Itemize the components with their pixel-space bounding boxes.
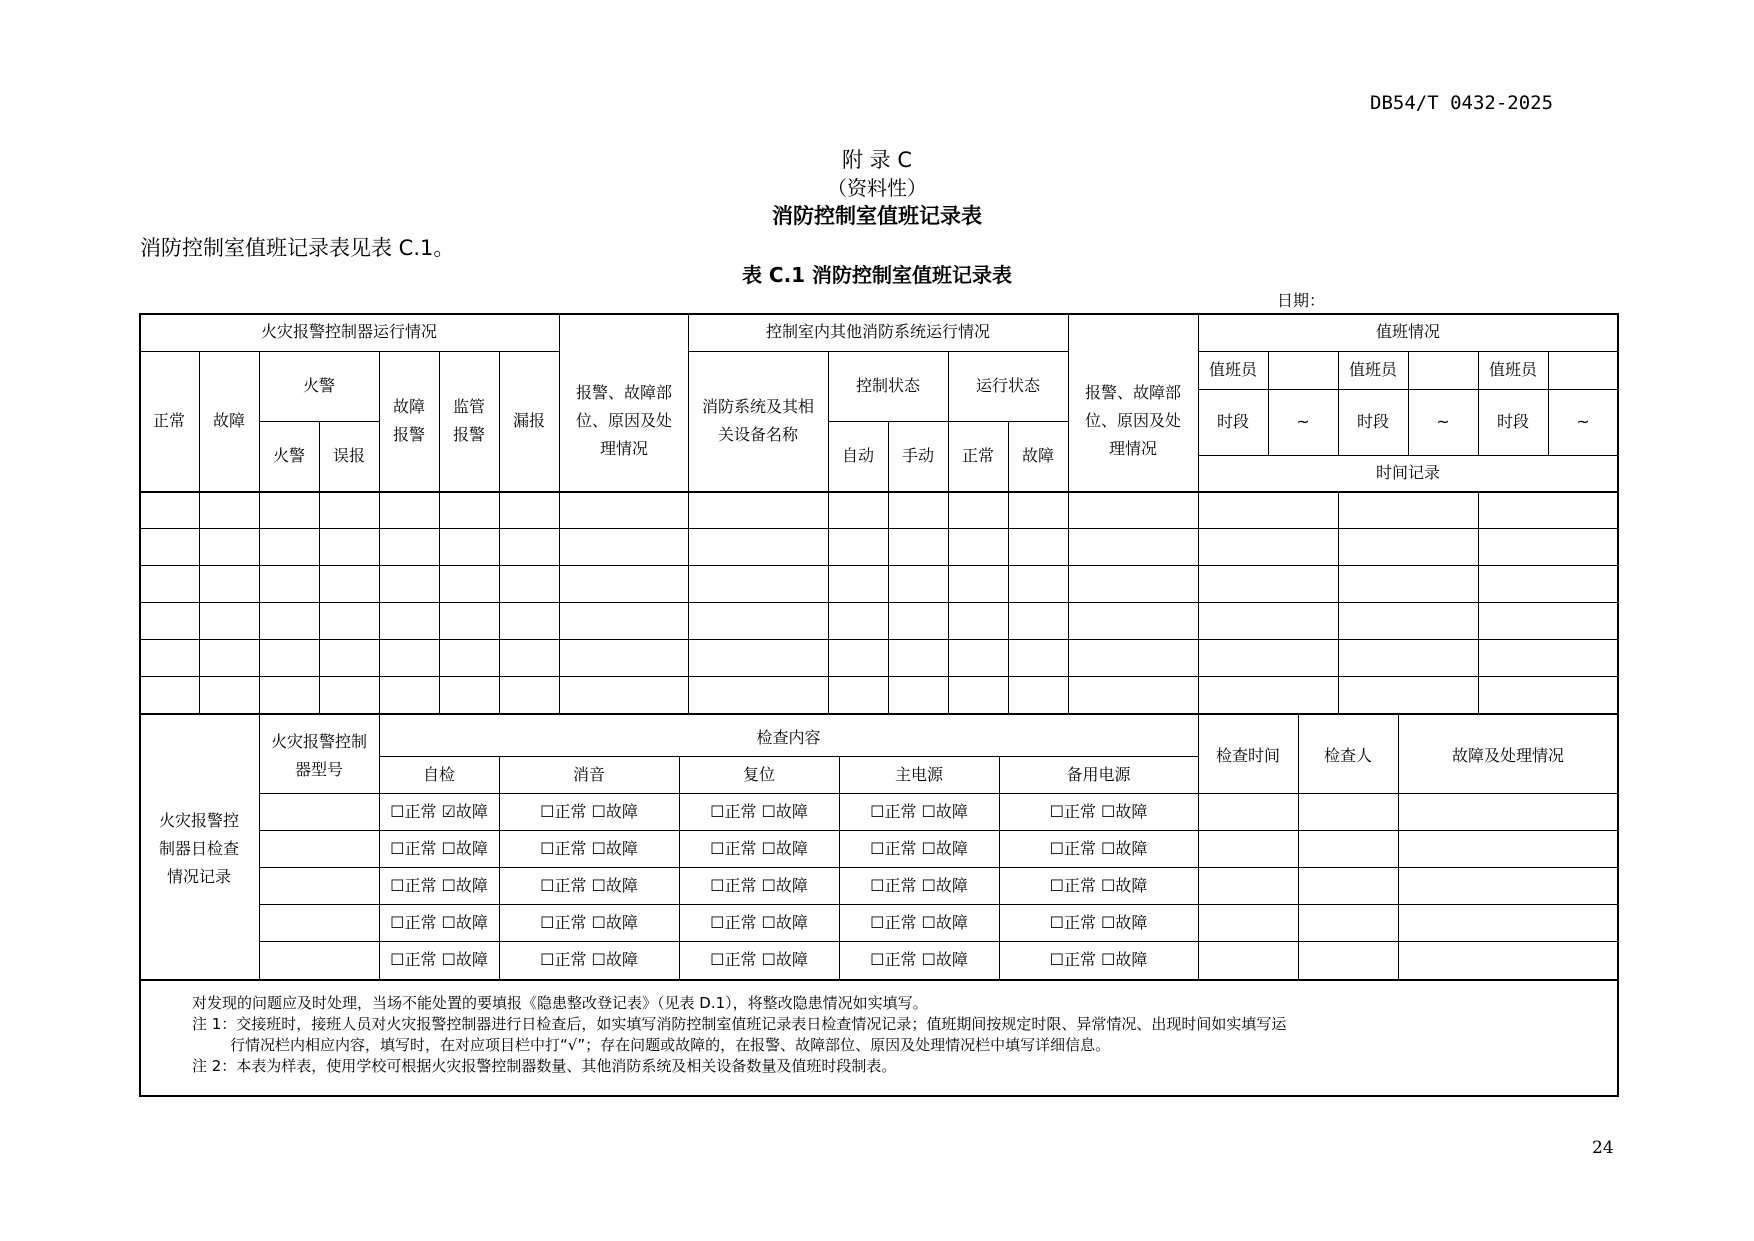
check-option-r2-self: ☐正常 ☐故障 bbox=[390, 838, 488, 858]
grid-line bbox=[199, 351, 200, 713]
check-option-r4-main: ☐正常 ☐故障 bbox=[870, 912, 968, 932]
grid-line bbox=[839, 756, 840, 979]
grid-line bbox=[139, 491, 1619, 493]
grid-line bbox=[1478, 491, 1479, 713]
grid-line bbox=[259, 793, 1618, 794]
grid-line bbox=[999, 756, 1000, 979]
check-option-r4-backup: ☐正常 ☐故障 bbox=[1049, 912, 1148, 932]
header-other-systems: 控制室内其他消防系统运行情况 bbox=[765, 322, 990, 341]
grid-line bbox=[688, 313, 689, 713]
grid-line bbox=[688, 351, 1068, 352]
grid-line bbox=[1298, 713, 1299, 979]
duty-person-label-3: 值班员 bbox=[1488, 360, 1537, 379]
grid-line bbox=[259, 867, 1618, 868]
period-tilde-3: ~ bbox=[1576, 412, 1590, 431]
grid-line bbox=[439, 351, 440, 713]
grid-line bbox=[139, 979, 1619, 981]
grid-line bbox=[139, 676, 1619, 677]
check-option-r1-reset: ☐正常 ☐故障 bbox=[710, 801, 808, 821]
document-number: DB54/T 0432-2025 bbox=[1370, 92, 1554, 114]
grid-line bbox=[139, 528, 1619, 529]
inspector-label: 检查人 bbox=[1323, 746, 1372, 765]
grid-line bbox=[828, 351, 829, 713]
check-option-r2-backup: ☐正常 ☐故障 bbox=[1049, 838, 1148, 858]
check-col-main-power: 主电源 bbox=[894, 764, 943, 784]
check-option-r2-reset: ☐正常 ☐故障 bbox=[710, 838, 808, 858]
grid-line bbox=[499, 351, 500, 713]
grid-line bbox=[259, 904, 1618, 905]
check-option-r5-self: ☐正常 ☐故障 bbox=[390, 950, 488, 969]
check-option-r3-silence: ☐正常 ☐故障 bbox=[540, 875, 638, 895]
grid-line bbox=[559, 313, 560, 713]
check-option-r5-silence: ☐正常 ☐故障 bbox=[540, 950, 638, 969]
check-option-r5-reset: ☐正常 ☐故障 bbox=[710, 950, 808, 969]
grid-line bbox=[1408, 351, 1409, 455]
header-fire: 火警 bbox=[272, 446, 305, 465]
header-manual: 手动 bbox=[901, 446, 934, 465]
header-control-state: 控制状态 bbox=[855, 376, 920, 395]
check-col-reset: 复位 bbox=[742, 764, 775, 784]
grid-line bbox=[379, 756, 1198, 757]
grid-line bbox=[379, 713, 380, 979]
appendix-nature: （资料性） bbox=[827, 176, 927, 200]
check-time-label: 检查时间 bbox=[1215, 746, 1280, 765]
check-option-r1-silence: ☐正常 ☐故障 bbox=[540, 801, 638, 821]
check-option-r3-main: ☐正常 ☐故障 bbox=[870, 875, 968, 895]
note-intro: 对发现的问题应及时处理，当场不能处置的要填报《隐患整改登记表》（见表 D.1），将整改隐患情况如实填写。 bbox=[192, 994, 928, 1012]
header-supervise-alarm: 监管报警 bbox=[452, 397, 485, 444]
grid-line bbox=[259, 941, 1618, 942]
grid-line bbox=[679, 756, 680, 979]
grid-line bbox=[499, 756, 500, 979]
header-false-alarm: 误报 bbox=[332, 446, 365, 465]
header-run-normal: 正常 bbox=[961, 446, 994, 465]
check-model-label: 火灾报警控制器型号 bbox=[270, 732, 367, 779]
header-fire-alarm: 火警 bbox=[302, 376, 335, 395]
table-notes bbox=[192, 993, 1612, 1077]
check-option-r4-self: ☐正常 ☐故障 bbox=[390, 912, 488, 932]
intro-text: 消防控制室值班记录表见表 C.1。 bbox=[140, 236, 455, 260]
period-label-3: 时段 bbox=[1496, 412, 1529, 431]
grid-line bbox=[259, 713, 260, 979]
check-option-r3-self: ☐正常 ☐故障 bbox=[390, 875, 488, 895]
check-option-r2-main: ☐正常 ☐故障 bbox=[870, 838, 968, 858]
appendix-name: 消防控制室值班记录表 bbox=[772, 204, 982, 228]
header-run-state: 运行状态 bbox=[975, 376, 1040, 395]
check-option-r3-backup: ☐正常 ☐故障 bbox=[1049, 875, 1148, 895]
grid-line bbox=[1068, 313, 1069, 713]
grid-line bbox=[139, 565, 1619, 566]
grid-line bbox=[259, 351, 260, 713]
grid-line bbox=[319, 421, 320, 713]
grid-line bbox=[1398, 713, 1399, 979]
check-option-r5-main: ☐正常 ☐故障 bbox=[870, 950, 968, 969]
grid-line bbox=[1338, 491, 1339, 713]
check-col-backup-power: 备用电源 bbox=[1066, 764, 1131, 784]
duty-person-label-1: 值班员 bbox=[1208, 360, 1257, 379]
header-run-fault: 故障 bbox=[1021, 446, 1054, 465]
fault-handling-label: 故障及处理情况 bbox=[1451, 746, 1564, 765]
check-content-label: 检查内容 bbox=[756, 727, 821, 747]
note-1: 注 1：交接班时，接班人员对火灾报警控制器进行日检查后，如实填写消防控制室值班记录表日检查情况记录；值班期间按规定时限、异常情况、出现时间如实填写运 bbox=[192, 1015, 1287, 1033]
grid-line bbox=[1478, 351, 1479, 455]
header-system-name: 消防系统及其相关设备名称 bbox=[701, 397, 814, 444]
header-missed: 漏报 bbox=[512, 411, 545, 430]
header-time-record: 时间记录 bbox=[1375, 463, 1440, 482]
grid-line bbox=[1268, 351, 1269, 455]
check-option-r1-self: ☐正常 ☑故障 bbox=[390, 801, 488, 821]
period-tilde-1: ~ bbox=[1296, 412, 1310, 431]
grid-line bbox=[139, 602, 1619, 603]
period-tilde-2: ~ bbox=[1436, 412, 1450, 431]
duty-person-label-2: 值班员 bbox=[1348, 360, 1397, 379]
grid-line bbox=[1548, 351, 1549, 455]
grid-line bbox=[139, 713, 1619, 715]
check-option-r1-backup: ☐正常 ☐故障 bbox=[1049, 801, 1148, 821]
header-fault: 故障 bbox=[212, 411, 245, 430]
period-label-1: 时段 bbox=[1216, 412, 1249, 431]
grid-line bbox=[1198, 713, 1199, 979]
grid-line bbox=[259, 830, 1618, 831]
grid-line bbox=[139, 639, 1619, 640]
check-option-r4-reset: ☐正常 ☐故障 bbox=[710, 912, 808, 932]
note-1-continued: 行情况栏内相应内容，填写时，在对应项目栏中打“√”；存在问题或故障的，在报警、故障部位、原因及处理情况栏中填写详细信息。 bbox=[230, 1036, 1111, 1054]
header-normal: 正常 bbox=[152, 411, 185, 430]
header-duty: 值班情况 bbox=[1375, 322, 1440, 341]
table-caption: 表 C.1 消防控制室值班记录表 bbox=[741, 263, 1013, 287]
grid-line bbox=[1198, 455, 1618, 456]
header-alarm-detail: 报警、故障部位、原因及处理情况 bbox=[575, 383, 672, 458]
date-label: 日期： bbox=[1277, 291, 1326, 310]
check-option-r1-main: ☐正常 ☐故障 bbox=[870, 801, 968, 821]
header-fault-alarm: 故障报警 bbox=[392, 397, 425, 444]
check-side-label: 火灾报警控制器日检查情况记录 bbox=[158, 811, 239, 886]
table-border-bottom bbox=[139, 1095, 1619, 1097]
check-option-r4-silence: ☐正常 ☐故障 bbox=[540, 912, 638, 932]
header-fire-controller: 火灾报警控制器运行情况 bbox=[260, 322, 437, 341]
page-number: 24 bbox=[1592, 1138, 1614, 1158]
check-option-r5-backup: ☐正常 ☐故障 bbox=[1049, 950, 1148, 969]
check-option-r2-silence: ☐正常 ☐故障 bbox=[540, 838, 638, 858]
header-auto: 自动 bbox=[841, 446, 874, 465]
grid-line bbox=[379, 351, 380, 713]
check-col-self: 自检 bbox=[422, 764, 455, 784]
header-alarm-detail-2: 报警、故障部位、原因及处理情况 bbox=[1084, 383, 1181, 458]
appendix-title: 附 录 C bbox=[841, 148, 912, 172]
check-col-silence: 消音 bbox=[572, 764, 605, 784]
grid-line bbox=[948, 351, 949, 713]
note-2: 注 2：本表为样表，使用学校可根据火灾报警控制器数量、其他消防系统及相关设备数量及值班时段制表。 bbox=[192, 1057, 897, 1075]
grid-line bbox=[1198, 313, 1199, 713]
grid-line bbox=[1008, 421, 1009, 713]
grid-line bbox=[139, 351, 559, 352]
grid-line bbox=[888, 421, 889, 713]
check-option-r3-reset: ☐正常 ☐故障 bbox=[710, 875, 808, 895]
grid-line bbox=[1338, 351, 1339, 455]
table-border-top bbox=[139, 313, 1619, 315]
period-label-2: 时段 bbox=[1356, 412, 1389, 431]
